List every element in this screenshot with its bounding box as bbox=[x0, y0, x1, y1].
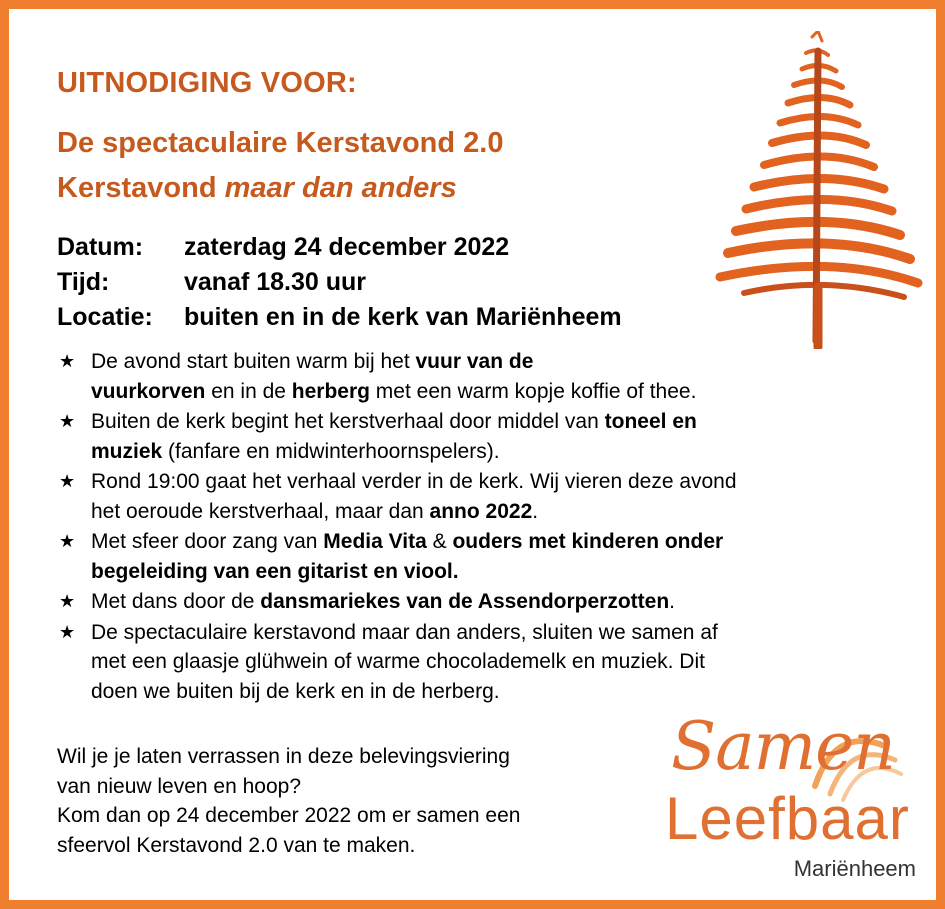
star-icon: ★ bbox=[59, 591, 76, 611]
text: & bbox=[426, 530, 453, 553]
closing-line: van nieuw leven en hoop? bbox=[57, 774, 302, 798]
star-icon: ★ bbox=[59, 531, 76, 551]
text: met een warm kopje koffie of thee. bbox=[369, 379, 697, 403]
title-line-1: De spectaculaire Kerstavond 2.0 bbox=[57, 127, 504, 159]
bold-text: vuurkorven bbox=[91, 379, 206, 403]
title-line-2-normal: Kerstavond bbox=[57, 172, 225, 204]
bold-text: begeleiding van een gitarist en viool. bbox=[91, 559, 459, 583]
bold-text: dansmariekes van de Assendorperzotten bbox=[260, 590, 670, 613]
event-details bbox=[57, 230, 622, 335]
text: Met sfeer door zang van bbox=[91, 530, 324, 553]
detail-date bbox=[57, 230, 622, 265]
detail-label: Tijd: bbox=[57, 268, 110, 296]
text: . bbox=[669, 590, 675, 613]
text: De spectaculaire kerstavond maar dan anders, sluiten we samen af bbox=[91, 620, 718, 644]
detail-label: Locatie: bbox=[57, 303, 153, 331]
logo-word-samen: Samen bbox=[671, 708, 895, 785]
detail-time bbox=[57, 265, 622, 300]
detail-value: zaterdag 24 december 2022 bbox=[184, 233, 510, 261]
list-item bbox=[59, 467, 879, 526]
closing-text bbox=[57, 742, 520, 860]
list-item bbox=[59, 407, 879, 466]
bold-text: vuur van de bbox=[415, 350, 534, 373]
list-item bbox=[59, 587, 879, 617]
detail-location bbox=[57, 300, 622, 335]
title-line-2 bbox=[57, 172, 457, 205]
closing-line: Kom dan op 24 december 2022 om er samen een bbox=[57, 804, 521, 827]
text: doen we buiten bij de kerk en in de herberg. bbox=[91, 679, 500, 703]
list-item bbox=[59, 347, 879, 406]
detail-value: buiten en in de kerk van Mariënheem bbox=[184, 303, 622, 331]
bold-text: ouders met kinderen onder bbox=[452, 530, 724, 553]
bold-text: muziek bbox=[91, 439, 163, 463]
text: Buiten de kerk begint het kerstverhaal door middel van bbox=[91, 410, 605, 433]
bold-text: herberg bbox=[291, 379, 370, 403]
list-item bbox=[59, 618, 879, 707]
christmas-tree-icon bbox=[714, 31, 924, 349]
text: De avond start buiten warm bij het bbox=[91, 350, 416, 373]
program-list bbox=[59, 347, 879, 707]
text: Met dans door de bbox=[91, 590, 261, 613]
star-icon: ★ bbox=[59, 351, 76, 371]
logo-place: Mariënheem bbox=[793, 856, 916, 881]
text: met een glaasje glühwein of warme chocolademelk en muziek. Dit bbox=[91, 650, 705, 673]
closing-line: sfeervol Kerstavond 2.0 van te maken. bbox=[57, 833, 416, 857]
headline: UITNODIGING VOOR: bbox=[57, 67, 357, 99]
detail-value: vanaf 18.30 uur bbox=[184, 268, 367, 296]
bold-text: anno 2022 bbox=[429, 499, 533, 523]
star-icon: ★ bbox=[59, 621, 76, 642]
samen-leefbaar-logo bbox=[645, 708, 928, 880]
text: Rond 19:00 gaat het verhaal verder in de kerk. Wij vieren deze avond bbox=[91, 470, 737, 493]
bold-text: toneel en bbox=[604, 410, 697, 433]
closing-line: Wil je je laten verrassen in deze belevingsviering bbox=[57, 745, 510, 768]
text: . bbox=[532, 499, 539, 523]
star-icon: ★ bbox=[59, 411, 76, 431]
text: (fanfare en midwinterhoornspelers). bbox=[162, 439, 500, 463]
list-item bbox=[59, 527, 879, 586]
logo-word-leefbaar: Leefbaar bbox=[665, 785, 910, 852]
star-icon: ★ bbox=[59, 471, 76, 491]
text: en in de bbox=[205, 379, 292, 403]
bold-text: Media Vita bbox=[323, 530, 427, 553]
detail-label: Datum: bbox=[57, 233, 144, 261]
text: het oeroude kerstverhaal, maar dan bbox=[91, 499, 430, 523]
title-line-2-italic: maar dan anders bbox=[224, 172, 457, 204]
